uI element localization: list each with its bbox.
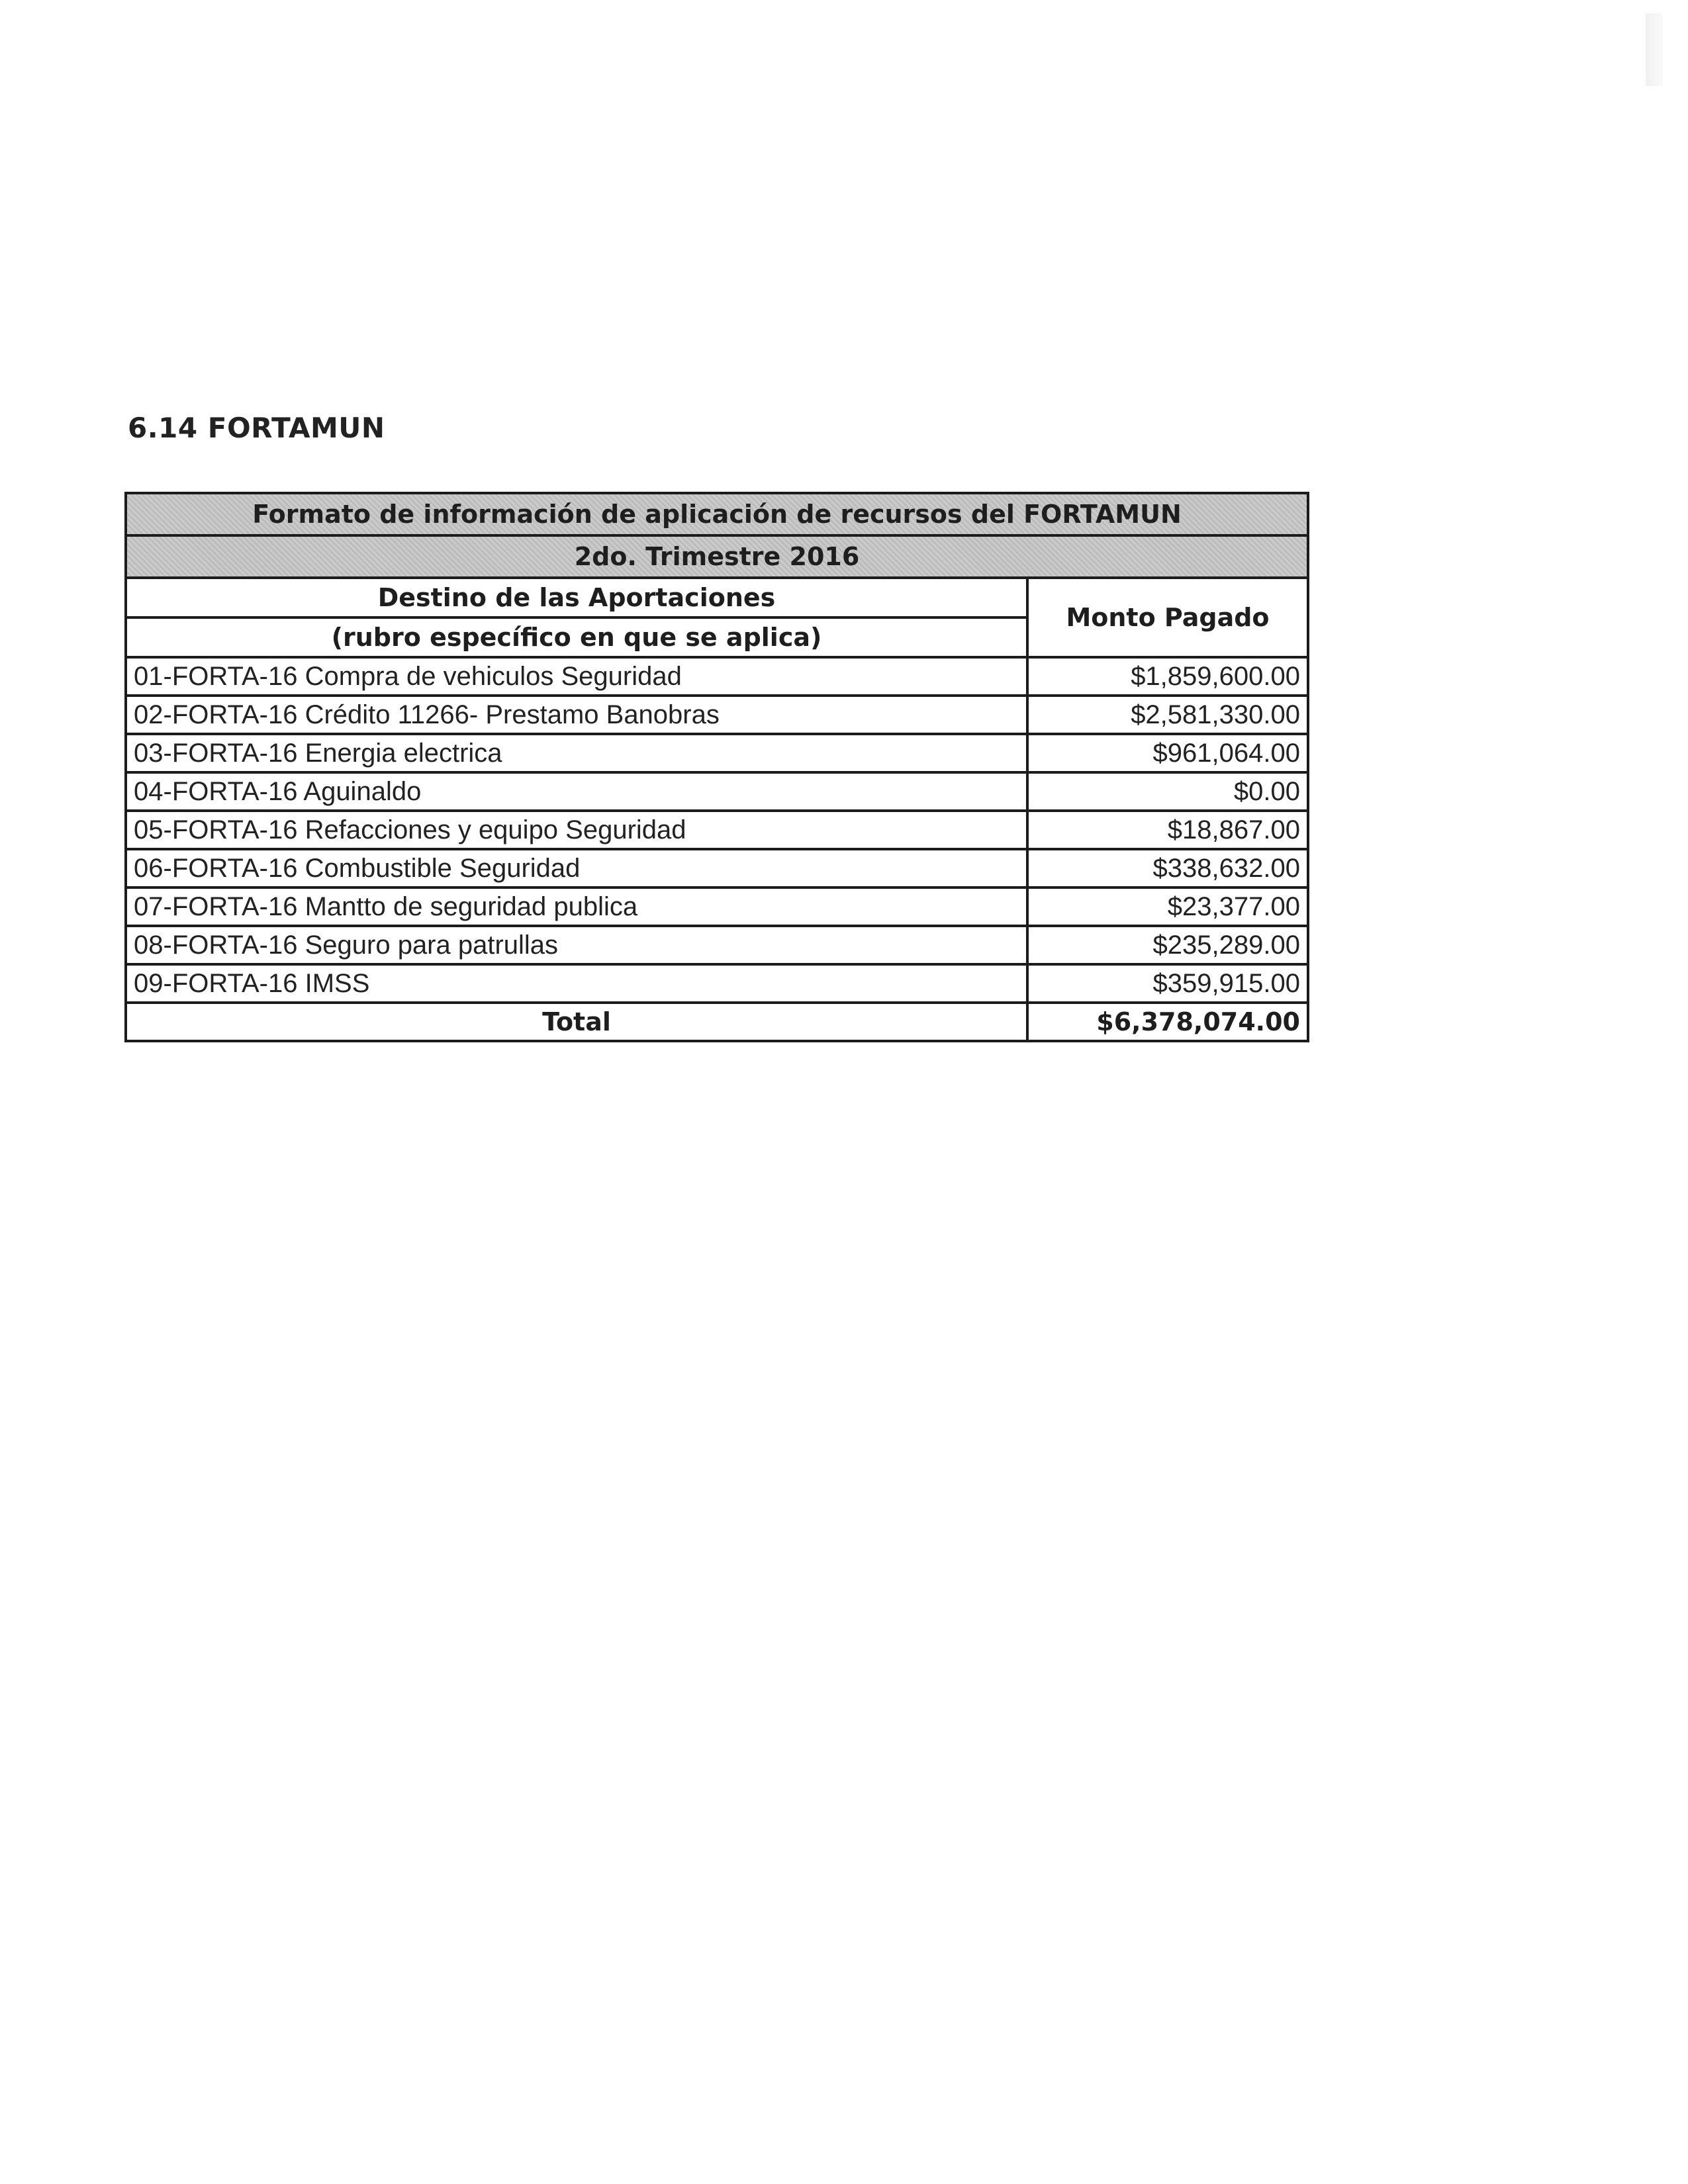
fortamun-table bbox=[124, 492, 1309, 1042]
total-row bbox=[126, 1003, 1308, 1041]
row-description: 01-FORTA-16 Compra de vehiculos Seguridad bbox=[126, 657, 1027, 696]
row-description: 06-FORTA-16 Combustible Seguridad bbox=[126, 849, 1027, 887]
section-heading: 6.14 FORTAMUN bbox=[128, 412, 385, 444]
table-row bbox=[126, 734, 1308, 772]
table-row bbox=[126, 964, 1308, 1003]
row-amount: $359,915.00 bbox=[1027, 964, 1308, 1003]
table-title-row bbox=[126, 493, 1308, 535]
row-amount: $1,859,600.00 bbox=[1027, 657, 1308, 696]
table-row bbox=[126, 657, 1308, 696]
header-amount: Monto Pagado bbox=[1027, 578, 1308, 657]
table-row bbox=[126, 696, 1308, 734]
table-row bbox=[126, 849, 1308, 887]
row-amount: $338,632.00 bbox=[1027, 849, 1308, 887]
row-description: 08-FORTA-16 Seguro para patrullas bbox=[126, 926, 1027, 964]
row-description: 03-FORTA-16 Energia electrica bbox=[126, 734, 1027, 772]
table-row bbox=[126, 887, 1308, 926]
table-title: Formato de información de aplicación de recursos del FORTAMUN bbox=[126, 493, 1308, 535]
row-amount: $2,581,330.00 bbox=[1027, 696, 1308, 734]
row-amount: $235,289.00 bbox=[1027, 926, 1308, 964]
row-description: 09-FORTA-16 IMSS bbox=[126, 964, 1027, 1003]
scan-page-edge bbox=[1646, 13, 1663, 86]
row-description: 07-FORTA-16 Mantto de seguridad publica bbox=[126, 887, 1027, 926]
header-destination-subtitle: (rubro específico en que se aplica) bbox=[126, 617, 1027, 657]
table-row bbox=[126, 811, 1308, 849]
row-description: 05-FORTA-16 Refacciones y equipo Seguridad bbox=[126, 811, 1027, 849]
row-amount: $23,377.00 bbox=[1027, 887, 1308, 926]
header-destination: Destino de las Aportaciones bbox=[126, 578, 1027, 617]
row-amount: $0.00 bbox=[1027, 772, 1308, 811]
table-row bbox=[126, 772, 1308, 811]
row-description: 02-FORTA-16 Crédito 11266- Prestamo Banobras bbox=[126, 696, 1027, 734]
table-row bbox=[126, 926, 1308, 964]
table-period: 2do. Trimestre 2016 bbox=[126, 535, 1308, 578]
row-description: 04-FORTA-16 Aguinaldo bbox=[126, 772, 1027, 811]
row-amount: $18,867.00 bbox=[1027, 811, 1308, 849]
row-amount: $961,064.00 bbox=[1027, 734, 1308, 772]
table-period-row bbox=[126, 535, 1308, 578]
total-amount: $6,378,074.00 bbox=[1027, 1003, 1308, 1041]
total-label: Total bbox=[126, 1003, 1027, 1041]
header-row-1 bbox=[126, 578, 1308, 617]
